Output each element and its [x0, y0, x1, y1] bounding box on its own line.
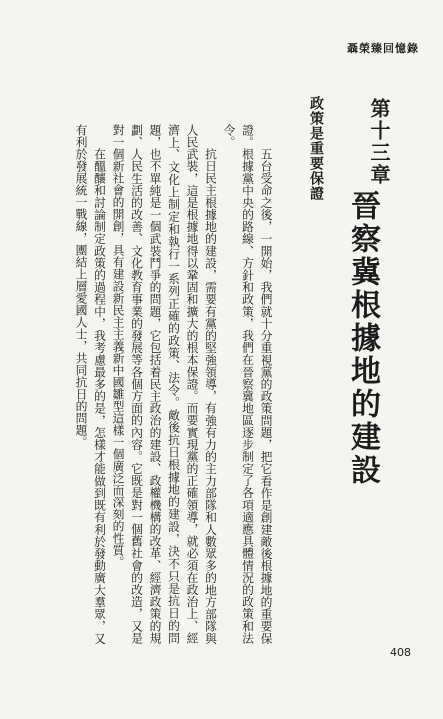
chapter-title: 晉察冀根據地的建設 — [345, 190, 380, 487]
paragraph: 抗日民主根據地的建設，需要有黨的堅強領導，有強有力的主力部隊和人數眾多的地方部隊與人民武裝，這是根據地得以鞏固和擴大的根本保證。而要實現黨的正確領導，就必須在政治上、經濟上、文化上制定和執行一系列正確的政策、法令。敵後抗日根據地的建設，決不只是抗日的問題，也不單純是一個武裝鬥爭的問題，它包括着民主政治的建設、政權機構的改革、經濟政策的規劃、人民生活的改善、文化教育事業的發展等各個方面的內容。它既是對一個舊社會的改造，又是對一個新社會的開創，具有建設新民主主義新中國雛型這樣一個廣泛而深刻的性質。 — [111, 124, 218, 644]
paragraph: 在醞釀和討論制定政策的過程中，我考慮最多的是，怎樣才能做到既有利於發動廣大羣眾，又有利於發展統一戰線，團結上層愛國人士，共同抗日的問題。 — [74, 124, 107, 644]
page-number: 408 — [390, 646, 411, 659]
section-title: 政策是重要保證 — [308, 96, 324, 201]
paragraph: 五台受命之後，一開始，我們就十分重視黨的政策問題，把它看作是創建敵後根據地的重要保證。根據黨中央的路線、方針和政策，我們在晉察冀地區逐步制定了各項適應具體情況的政策和法令。 — [222, 124, 273, 644]
running-header: 聶榮臻回憶錄 — [347, 42, 419, 55]
body-text — [35, 124, 275, 644]
chapter-number: 第十三章 — [367, 98, 391, 186]
